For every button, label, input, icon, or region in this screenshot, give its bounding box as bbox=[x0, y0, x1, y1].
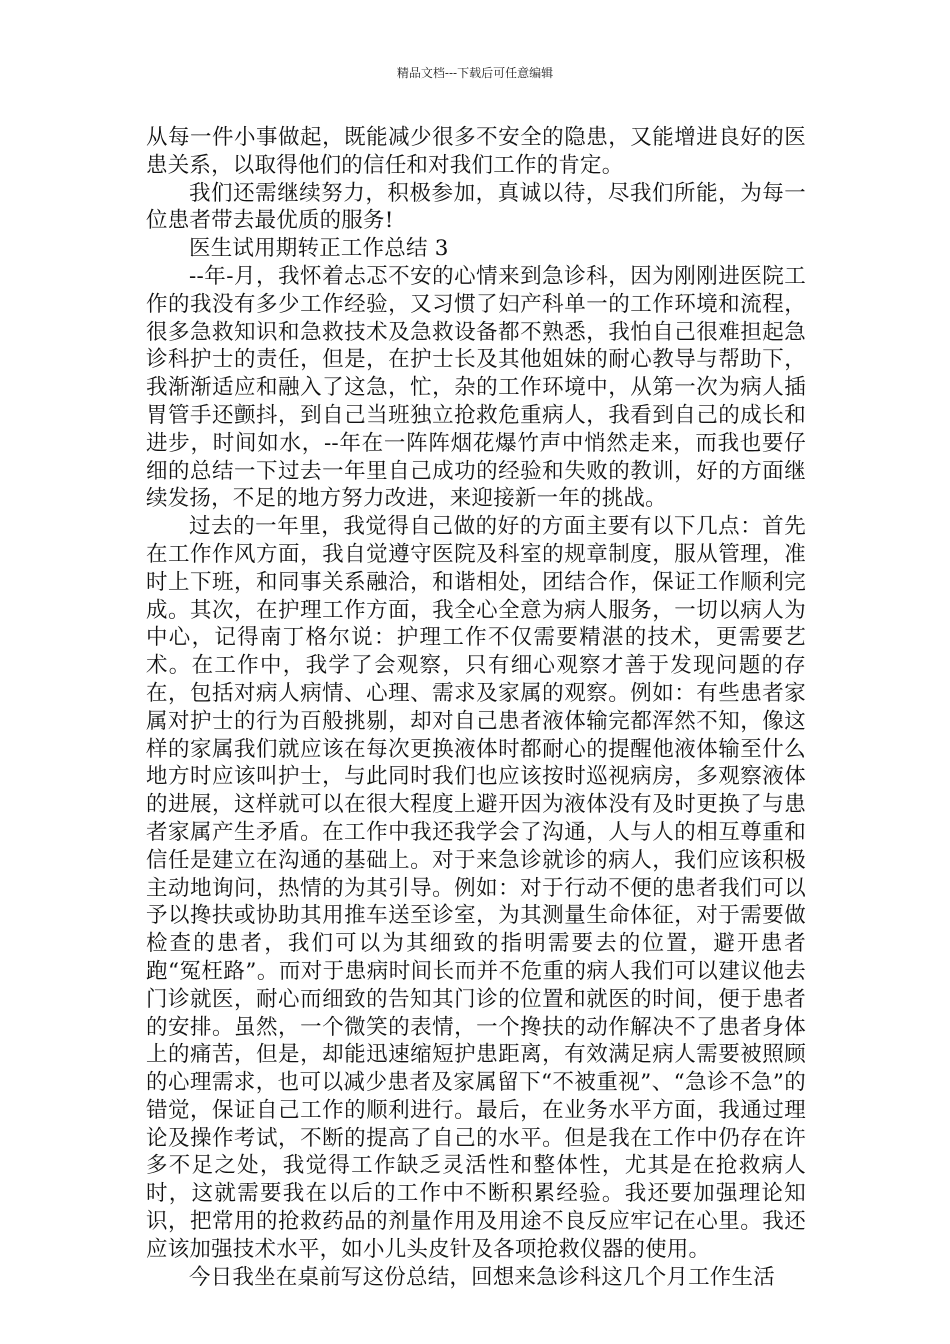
paragraph-closing: 我们还需继续努力，积极参加，真诚以待，尽我们所能，为每一位患者带去最优质的服务! bbox=[146, 180, 806, 234]
paragraph-continuation: 从每一件小事做起，既能减少很多不安全的隐患，又能增进良好的医患关系，以取得他们的信任和对我们工作的肯定。 bbox=[146, 125, 806, 178]
page-header: 精品文档---下载后可任意编辑 bbox=[396, 66, 554, 80]
section-title: 医生试用期转正工作总结 3 bbox=[189, 236, 449, 262]
document-body bbox=[146, 124, 806, 1291]
paragraph-achievements: 过去的一年里，我觉得自己做的好的方面主要有以下几点：首先在工作作风方面，我自觉遵守医院及科室的规章制度，服从管理，准时上下班，和同事关系融洽，和谐相处，团结合作，保证工作顺利完成。其次，在护理工作方面，我全心全意为病人服务，一切以病人为中心，记得南丁格尔说：护理工作不仅需要精湛的技术，更需要艺术。在工作中，我学了会观察，只有细心观察才善于发现问题的存在，包括对病人病情、心理、需求及家属的观察。例如：有些患者家属对护士的行为百般挑剔，却对自己患者液体输完都浑然不知，像这样的家属我们就应该在每次更换液体时都耐心的提醒他液体输至什么地方时应该叫护士，与此同时我们也应该按时巡视病房，多观察液体的进展，这样就可以在很大程度上避开因为液体没有及时更换了与患者家属产生矛盾。在工作中我还我学会了沟通，人与人的相互尊重和信任是建立在沟通的基础上。对于来急诊就诊的病人，我们应该积极主动地询问，热情的为其引导。例如：对于行动不便的患者我们可以予以搀扶或协助其用推车送至诊室，为其测量生命体征，对于需要做检查的患者，我们可以为其细致的指明需要去的位置，避开患者跑“冤枉路”。而对于患病时间长而并不危重的病人我们可以建议他去门诊就医，耐心而细致的告知其门诊的位置和就医的时间，便于患者的安排。虽然，一个微笑的表情，一个搀扶的动作解决不了患者身体上的痛苦，但是，却能迅速缩短护患距离，有效满足病人需要被照顾的心理需求，也可以减少患者及家属留下“不被重视”、“急诊不急”的错觉，保证自己工作的顺利进行。最后，在业务水平方面，我通过理论及操作考试，不断的提高了自己的水平。但是我在工作中仍存在许多不足之处，我觉得工作缺乏灵活性和整体性，尤其是在抢救病人时，这就需要我在以后的工作中不断积累经验。我还要加强理论知识，把常用的抢救药品的剂量作用及用途不良反应牢记在心里。我还应该加强技术水平，如小儿头皮针及各项抢救仪器的使用。 bbox=[146, 514, 806, 1262]
paragraph-reflection: 今日我坐在桌前写这份总结，回想来急诊科这几个月工作生活 bbox=[189, 1264, 775, 1290]
paragraph-intro: --年-月，我怀着忐忑不安的心情来到急诊科，因为刚刚进医院工作的我没有多少工作经验，又习惯了妇产科单一的工作环境和流程，很多急救知识和急救技术及急救设备都不熟悉，我怕自己很难担起急诊科护士的责任，但是，在护士长及其他姐妹的耐心教导与帮助下，我渐渐适应和融入了这急，忙，杂的工作环境中，从第一次为病人插胃管手还颤抖，到自己当班独立抢救危重病人，我看到自己的成长和进步，时间如水，--年在一阵阵烟花爆竹声中悄然走来，而我也要仔细的总结一下过去一年里自己成功的经验和失败的教训，好的方面继续发扬，不足的地方努力改进，来迎接新一年的挑战。 bbox=[146, 263, 806, 512]
